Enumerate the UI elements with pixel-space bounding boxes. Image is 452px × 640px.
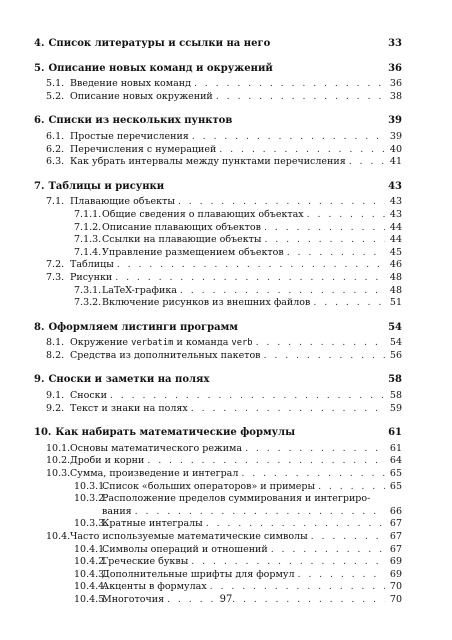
leader-dots — [264, 234, 385, 247]
subsection-number: 10.4.1. — [74, 543, 108, 555]
toc-chapter-row[interactable] — [34, 322, 402, 335]
section-page: 41 — [389, 156, 402, 168]
title-text: Окружение — [70, 337, 132, 349]
section-number: 9.2. — [46, 402, 65, 414]
toc-section-row[interactable] — [34, 403, 402, 416]
leader-dots — [135, 506, 385, 519]
chapter-title: Сноски и заметки на полях — [48, 374, 210, 386]
chapter-page: 54 — [388, 321, 402, 333]
leader-dots — [210, 581, 385, 594]
subsection-title: Дополнительные шрифты для формул — [102, 568, 295, 580]
section-title: Введение новых команд — [70, 78, 191, 90]
subsection-title: Акценты в формулах — [102, 581, 207, 593]
section-title: Описание новых окружений — [70, 90, 213, 102]
toc-chapter-5 — [34, 63, 402, 104]
subsection-number: 7.3.1. — [74, 284, 102, 296]
toc-chapter-8 — [34, 322, 402, 363]
code-verbatim: verbatim — [131, 338, 174, 349]
subsection-page: 44 — [389, 221, 402, 233]
toc-subsection-row[interactable] — [34, 247, 402, 260]
subsection-page: 69 — [389, 568, 402, 580]
toc-subsection-row[interactable] — [34, 544, 402, 557]
leader-dots — [264, 222, 385, 235]
subsection-title: Расположение пределов суммирования и интегриро- — [102, 493, 371, 505]
page-number: 97 — [219, 594, 233, 605]
toc-subsection-row[interactable] — [34, 581, 402, 594]
toc-subsection-row[interactable] — [34, 493, 402, 506]
chapter-number: 10. — [34, 427, 52, 439]
chapter-page: 58 — [388, 374, 402, 386]
subsection-page: 69 — [389, 556, 402, 568]
subsection-number: 7.1.1. — [74, 208, 102, 220]
section-title: Простые перечисления — [70, 130, 189, 142]
subsection-title: Кратные интегралы — [102, 518, 203, 530]
subsection-title: Многоточия — [102, 593, 165, 605]
chapter-page: 39 — [388, 115, 402, 127]
leader-dots — [313, 297, 385, 310]
subsection-page: 48 — [389, 284, 402, 296]
section-title: Плавающие объекты — [70, 196, 175, 208]
toc-section-row[interactable] — [34, 78, 402, 91]
leader-dots — [271, 544, 385, 557]
toc-chapter-row[interactable] — [34, 115, 402, 128]
subsection-page: 70 — [389, 593, 402, 605]
section-title: Сноски — [70, 390, 107, 402]
leader-dots — [256, 337, 385, 350]
section-page: 58 — [389, 390, 402, 402]
toc-section-row[interactable] — [34, 337, 402, 350]
section-number: 7.1. — [46, 196, 65, 208]
toc-section-row[interactable] — [34, 350, 402, 363]
subsection-page: 66 — [389, 505, 402, 517]
section-page: 54 — [389, 337, 402, 349]
leader-dots — [115, 272, 385, 285]
toc-subsection-row[interactable] — [34, 556, 402, 569]
toc-chapter-9 — [34, 374, 402, 415]
toc-subsection-row[interactable] — [34, 569, 402, 582]
subsection-page: 45 — [389, 246, 402, 258]
toc-section-row[interactable] — [34, 443, 402, 456]
section-title: Текст и знаки на полях — [70, 402, 188, 414]
leader-dots — [110, 390, 385, 403]
section-page: 39 — [389, 130, 402, 142]
subsection-number: 10.3.3. — [74, 518, 108, 530]
subsection-page: 65 — [389, 480, 402, 492]
section-number: 7.2. — [46, 259, 65, 271]
toc-chapter-4 — [34, 38, 402, 51]
leader-dots — [307, 209, 385, 222]
chapter-title: Таблицы и рисунки — [48, 180, 165, 192]
section-page: 48 — [389, 271, 402, 283]
section-number: 8.1. — [46, 337, 65, 349]
leader-dots — [311, 531, 385, 544]
leader-dots — [318, 481, 385, 494]
toc-subsection-continuation[interactable] — [34, 506, 402, 519]
chapter-number: 7. — [34, 180, 45, 192]
subsection-title: Описание плавающих объектов — [102, 221, 261, 233]
toc-section-row[interactable] — [34, 272, 402, 285]
section-number: 7.3. — [46, 271, 65, 283]
section-title: Часто используемые математические символы — [70, 531, 308, 542]
section-number: 5.1. — [46, 78, 65, 90]
section-number: 8.2. — [46, 349, 65, 361]
subsection-title: Список «больших операторов» и примеры — [102, 480, 316, 492]
subsection-number: 7.1.3. — [74, 234, 102, 246]
leader-dots — [245, 443, 385, 456]
leader-dots — [191, 556, 385, 569]
section-title — [70, 337, 253, 350]
toc-section-row[interactable] — [34, 531, 402, 544]
toc-section-row[interactable] — [34, 259, 402, 272]
section-page: 36 — [389, 78, 402, 90]
section-page: 67 — [389, 531, 402, 542]
leader-dots — [194, 78, 385, 91]
subsection-title-continued: вания — [102, 505, 132, 517]
section-number: 10.1. — [46, 442, 71, 454]
leader-dots — [219, 144, 385, 157]
subsection-number: 10.4.5. — [74, 593, 108, 605]
toc-subsection-row[interactable] — [34, 518, 402, 531]
toc-section-row[interactable] — [34, 91, 402, 104]
subsection-number: 10.4.3. — [74, 568, 108, 580]
leader-dots — [147, 455, 385, 468]
section-number: 10.2. — [46, 455, 71, 467]
chapter-number: 9. — [34, 374, 45, 386]
leader-dots — [216, 91, 385, 104]
chapter-number: 4. — [34, 38, 45, 49]
section-number: 9.1. — [46, 390, 65, 402]
leader-dots — [287, 247, 385, 260]
section-page: 56 — [389, 349, 402, 361]
leader-dots — [206, 518, 385, 531]
toc-chapter-row[interactable] — [34, 427, 402, 440]
toc-chapter-row[interactable] — [34, 181, 402, 194]
section-page: 38 — [389, 90, 402, 102]
chapter-page: 33 — [388, 38, 402, 49]
code-verb: verb — [231, 338, 253, 349]
section-title: Как убрать интервалы между пунктами перечисления — [70, 156, 346, 168]
section-number: 10.3. — [46, 468, 71, 480]
toc-subsection-row[interactable] — [34, 222, 402, 235]
toc-subsection-row[interactable] — [34, 285, 402, 298]
leader-dots — [178, 196, 385, 209]
section-number: 10.4. — [46, 531, 71, 542]
leader-dots — [264, 350, 385, 363]
leader-dots — [180, 285, 385, 298]
section-number: 6.2. — [46, 143, 65, 155]
subsection-title: Символы операций и отношений — [102, 543, 268, 555]
chapter-title: Как набирать математические формулы — [55, 427, 296, 439]
subsection-number: 10.4.2. — [74, 556, 108, 568]
leader-dots — [297, 569, 385, 582]
chapter-title: Список литературы и ссылки на него — [48, 38, 271, 49]
leader-dots — [349, 156, 385, 169]
subsection-number: 7.1.2. — [74, 221, 102, 233]
section-number: 6.1. — [46, 130, 65, 142]
subsection-title: LaTeX-графика — [102, 284, 177, 296]
section-page: 61 — [389, 442, 402, 454]
section-title: Средства из дополнительных пакетов — [70, 349, 261, 361]
subsection-number: 7.3.2. — [74, 297, 102, 309]
subsection-page: 67 — [389, 543, 402, 555]
toc-section-row[interactable] — [34, 196, 402, 209]
title-text: и команда — [173, 337, 232, 349]
subsection-page: 51 — [389, 297, 402, 309]
chapter-number: 6. — [34, 115, 45, 127]
section-page: 65 — [389, 468, 402, 480]
chapter-page: 43 — [388, 180, 402, 192]
toc-subsection-row[interactable] — [34, 297, 402, 310]
toc-chapter-7 — [34, 181, 402, 310]
toc-subsection-row[interactable] — [34, 481, 402, 494]
section-page: 46 — [389, 259, 402, 271]
section-page: 43 — [389, 196, 402, 208]
toc-section-row[interactable] — [34, 390, 402, 403]
subsection-number: 7.1.4. — [74, 246, 102, 258]
leader-dots — [191, 403, 385, 416]
chapter-title: Описание новых команд и окружений — [48, 62, 273, 74]
toc-section-row[interactable] — [34, 144, 402, 157]
toc-section-row[interactable] — [34, 468, 402, 481]
toc-chapter-row[interactable] — [34, 38, 402, 51]
toc-section-row[interactable] — [34, 156, 402, 169]
subsection-page: 44 — [389, 234, 402, 246]
chapter-page: 36 — [388, 62, 402, 74]
subsection-number: 10.4.4. — [74, 581, 108, 593]
chapter-number: 5. — [34, 62, 45, 74]
toc-section-row[interactable] — [34, 131, 402, 144]
section-title: Сумма, произведение и интеграл — [70, 468, 239, 480]
section-title: Рисунки — [70, 271, 113, 283]
section-title: Основы математического режима — [70, 442, 243, 454]
section-title: Таблицы — [70, 259, 114, 271]
subsection-title: Греческие буквы — [102, 556, 189, 568]
chapter-title: Списки из нескольких пунктов — [48, 115, 233, 127]
section-number: 6.3. — [46, 156, 65, 168]
subsection-number: 10.3.1. — [74, 480, 108, 492]
chapter-number: 8. — [34, 321, 45, 333]
toc-chapter-6 — [34, 115, 402, 168]
subsection-title: Управление размещением объектов — [102, 246, 284, 258]
subsection-page: 43 — [389, 208, 402, 220]
section-page: 64 — [389, 455, 402, 467]
section-title: Перечисления с нумерацией — [70, 143, 217, 155]
chapter-page: 61 — [388, 427, 402, 439]
subsection-title: Включение рисунков из внешних файлов — [102, 297, 311, 309]
subsection-title: Ссылки на плавающие объекты — [102, 234, 262, 246]
toc-subsection-row[interactable] — [34, 209, 402, 222]
subsection-number: 10.3.2. — [74, 493, 108, 505]
toc-subsection-row[interactable] — [34, 234, 402, 247]
toc-chapter-10 — [34, 427, 402, 606]
toc-chapter-row[interactable] — [34, 63, 402, 76]
chapter-title: Оформляем листинги программ — [48, 321, 238, 333]
leader-dots — [192, 131, 385, 144]
subsection-title: Общие сведения о плавающих объектах — [102, 208, 304, 220]
section-number: 5.2. — [46, 90, 65, 102]
subsection-page: 70 — [389, 581, 402, 593]
leader-dots — [117, 259, 385, 272]
section-page: 40 — [389, 143, 402, 155]
section-page: 59 — [389, 402, 402, 414]
table-of-contents — [34, 38, 402, 619]
toc-section-row[interactable] — [34, 455, 402, 468]
subsection-page: 67 — [389, 518, 402, 530]
leader-dots — [241, 468, 385, 481]
toc-chapter-row[interactable] — [34, 374, 402, 387]
section-title: Дроби и корни — [70, 455, 145, 467]
